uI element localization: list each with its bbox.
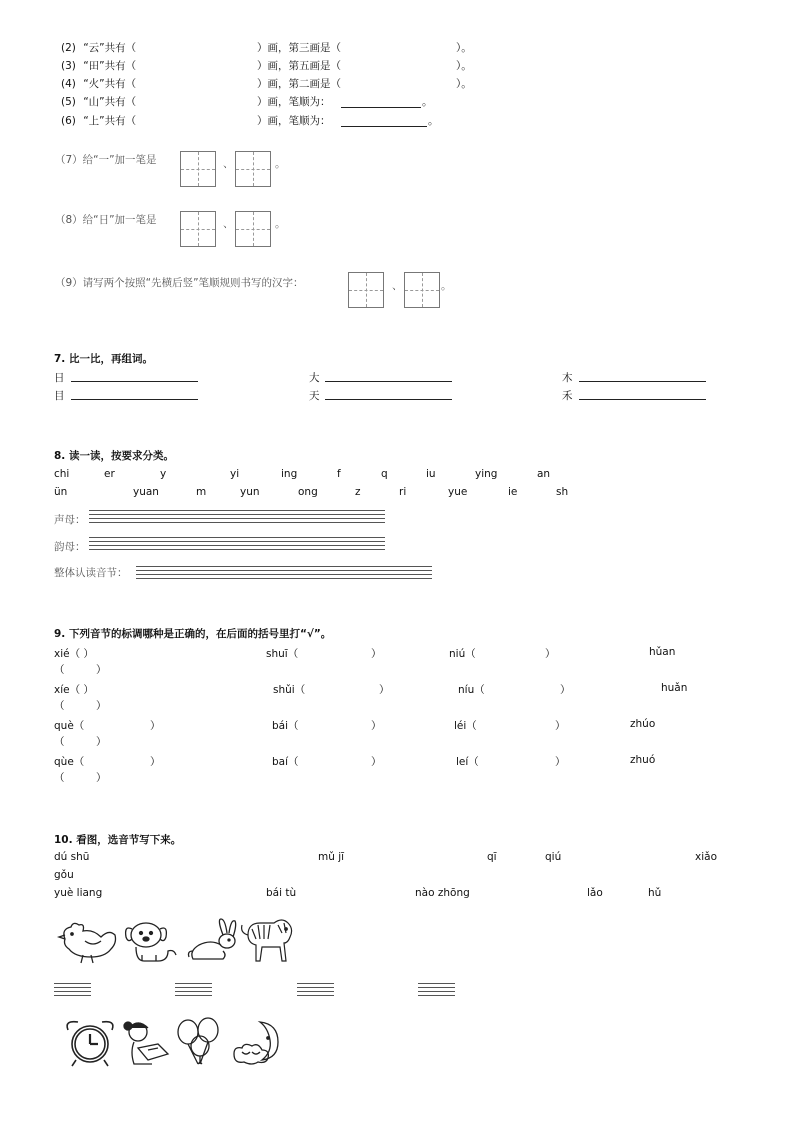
row-num: (2) (61, 42, 76, 54)
pinyin-word: qiú (545, 851, 562, 863)
puppy-icon (122, 917, 182, 965)
syllable-option: huǎn (661, 682, 688, 694)
pinyin-word: gǒu (54, 869, 74, 881)
picture-answer-lines[interactable] (297, 983, 334, 999)
row-char: “云”共有（ (83, 42, 137, 54)
syllable-option: baí（ (272, 756, 299, 768)
answer-line[interactable] (579, 381, 706, 382)
answer-bracket[interactable]: （ ） (54, 736, 107, 748)
tianzige-box[interactable] (404, 272, 440, 308)
row-mid: ）画，第五画是（ (257, 60, 341, 72)
bracket-close: ） (150, 756, 161, 768)
row-char: “田”共有（ (83, 60, 137, 72)
pinyin-item: ri (399, 486, 407, 498)
alarm-clock-icon (58, 1018, 122, 1068)
compare-char: 禾 (562, 390, 573, 402)
row-5 (61, 94, 136, 109)
tianzige-box[interactable] (180, 211, 216, 247)
tianzige-box[interactable] (235, 151, 271, 187)
row-char: “火”共有（ (83, 78, 137, 90)
pinyin-item: q (381, 468, 388, 480)
pinyin-item: m (196, 486, 207, 498)
bracket-close: ） (545, 648, 556, 660)
pinyin-item: f (337, 468, 341, 480)
answer-line[interactable] (325, 399, 452, 400)
pinyin-word: bái tù (266, 887, 297, 899)
compare-char: 大 (309, 372, 320, 384)
separator: 、 (223, 218, 234, 230)
yunmu-label: 韵母： (54, 541, 86, 553)
syllable-option: zhúo (630, 718, 656, 730)
syllable-option: què（ (54, 720, 85, 732)
hen-icon (55, 917, 123, 965)
row-end: ）。 (456, 42, 472, 54)
pinyin-word: lǎo (587, 887, 603, 899)
row-6 (61, 113, 136, 128)
shengmu-writing-lines[interactable] (89, 510, 385, 526)
answer-line[interactable] (325, 381, 452, 382)
tiger-icon (238, 915, 298, 965)
bracket-close: ） (560, 684, 571, 696)
pinyin-word: xiǎo (695, 851, 717, 863)
row-num: (5) (61, 96, 76, 108)
bracket-close: ） (379, 684, 390, 696)
syllable-option: níu（ (458, 684, 485, 696)
compare-char: 木 (562, 372, 573, 384)
pinyin-word: nào zhōng (415, 887, 470, 899)
answer-line[interactable] (341, 126, 427, 127)
q9-title: 9. 下列音节的标调哪种是正确的，在后面的括号里打“√”。 (54, 628, 332, 640)
row-end: 。 (428, 115, 439, 127)
pinyin-item: ie (508, 486, 518, 498)
syllable-option: xíe（ ） (54, 684, 94, 696)
compare-char: 目 (54, 390, 65, 402)
compare-char: 天 (309, 390, 320, 402)
bracket-close: ） (371, 648, 382, 660)
answer-bracket[interactable]: （ ） (54, 700, 107, 712)
picture-answer-lines[interactable] (418, 983, 455, 999)
q8-prompt: （8）给“日”加一笔是 (55, 214, 157, 226)
pinyin-item: ying (475, 468, 498, 480)
answer-line[interactable] (579, 399, 706, 400)
rabbit-icon (185, 917, 240, 965)
row-num: (3) (61, 60, 76, 72)
shengmu-label: 声母： (54, 514, 86, 526)
row-char: “山”共有（ (83, 96, 137, 108)
answer-bracket[interactable]: （ ） (54, 772, 107, 784)
row-end: ）。 (456, 78, 472, 90)
girl-reading-icon (120, 1018, 172, 1068)
picture-answer-lines[interactable] (54, 983, 91, 999)
pinyin-item: sh (556, 486, 569, 498)
q9-prompt: （9）请写两个按照“先横后竖”笔顺规则书写的汉字： (55, 277, 304, 289)
separator: 、 (223, 158, 234, 170)
q8-title: 8. 读一读，按要求分类。 (54, 450, 174, 462)
row-4 (61, 76, 136, 91)
row-num: (4) (61, 78, 76, 90)
q7-title: 7. 比一比，再组词。 (54, 353, 153, 365)
moon-icon (230, 1016, 292, 1066)
pinyin-item: yue (448, 486, 468, 498)
bracket-close: ） (150, 720, 161, 732)
syllable-option: leí（ (456, 756, 479, 768)
pinyin-item: ing (281, 468, 298, 480)
pinyin-item: ong (298, 486, 318, 498)
pinyin-item: y (160, 468, 167, 480)
period: 。 (275, 218, 286, 230)
syllable-option: zhuó (630, 754, 656, 766)
q7-prompt: （7）给“一”加一笔是 (55, 154, 157, 166)
tianzige-box[interactable] (235, 211, 271, 247)
syllable-option: niú（ (449, 648, 476, 660)
row-end: 。 (422, 96, 433, 108)
syllable-option: xié（ ） (54, 648, 94, 660)
row-mid: ）画，笔顺为： (257, 96, 331, 108)
syllable-option: hǔan (649, 646, 676, 658)
pinyin-item: chi (54, 468, 70, 480)
tianzige-box[interactable] (348, 272, 384, 308)
picture-answer-lines[interactable] (175, 983, 212, 999)
answer-bracket[interactable]: （ ） (54, 664, 107, 676)
period: 。 (441, 280, 452, 292)
pinyin-item: yuan (133, 486, 159, 498)
pinyin-item: ün (54, 486, 68, 498)
pinyin-word: hǔ (648, 887, 662, 899)
row-mid: ）画，笔顺为： (257, 115, 331, 127)
pinyin-item: yi (230, 468, 240, 480)
answer-line[interactable] (341, 107, 421, 108)
pinyin-word: yuè liang (54, 887, 103, 899)
row-3 (61, 58, 136, 73)
compare-char: 日 (54, 372, 65, 384)
bracket-close: ） (371, 720, 382, 732)
pinyin-item: an (537, 468, 551, 480)
syllable-option: qùe（ (54, 756, 85, 768)
pinyin-word: dú shū (54, 851, 90, 863)
answer-line[interactable] (71, 381, 198, 382)
syllable-option: léi（ (454, 720, 477, 732)
pinyin-word: qī (487, 851, 497, 863)
tianzige-box[interactable] (180, 151, 216, 187)
bracket-close: ） (371, 756, 382, 768)
zhengti-writing-lines[interactable] (136, 566, 432, 582)
row-mid: ）画，第三画是（ (257, 42, 341, 54)
pinyin-item: er (104, 468, 115, 480)
pinyin-item: z (355, 486, 361, 498)
pinyin-word: mǔ jī (318, 851, 345, 863)
bracket-close: ） (555, 720, 566, 732)
syllable-option: bái（ (272, 720, 299, 732)
bracket-close: ） (555, 756, 566, 768)
row-2 (61, 40, 136, 55)
row-num: (6) (61, 115, 76, 127)
zhengti-label: 整体认读音节： (54, 567, 128, 579)
row-char: “上”共有（ (83, 115, 137, 127)
balloons-icon (172, 1016, 232, 1068)
syllable-option: shuī（ (266, 648, 299, 660)
period: 。 (275, 158, 286, 170)
answer-line[interactable] (71, 399, 198, 400)
pinyin-item: iu (426, 468, 436, 480)
syllable-option: shǔi（ (273, 684, 306, 696)
q10-title: 10. 看图，选音节写下来。 (54, 834, 182, 846)
row-mid: ）画，第二画是（ (257, 78, 341, 90)
pinyin-item: yun (240, 486, 260, 498)
separator: 、 (392, 280, 403, 292)
yunmu-writing-lines[interactable] (89, 537, 385, 553)
row-end: ）。 (456, 60, 472, 72)
